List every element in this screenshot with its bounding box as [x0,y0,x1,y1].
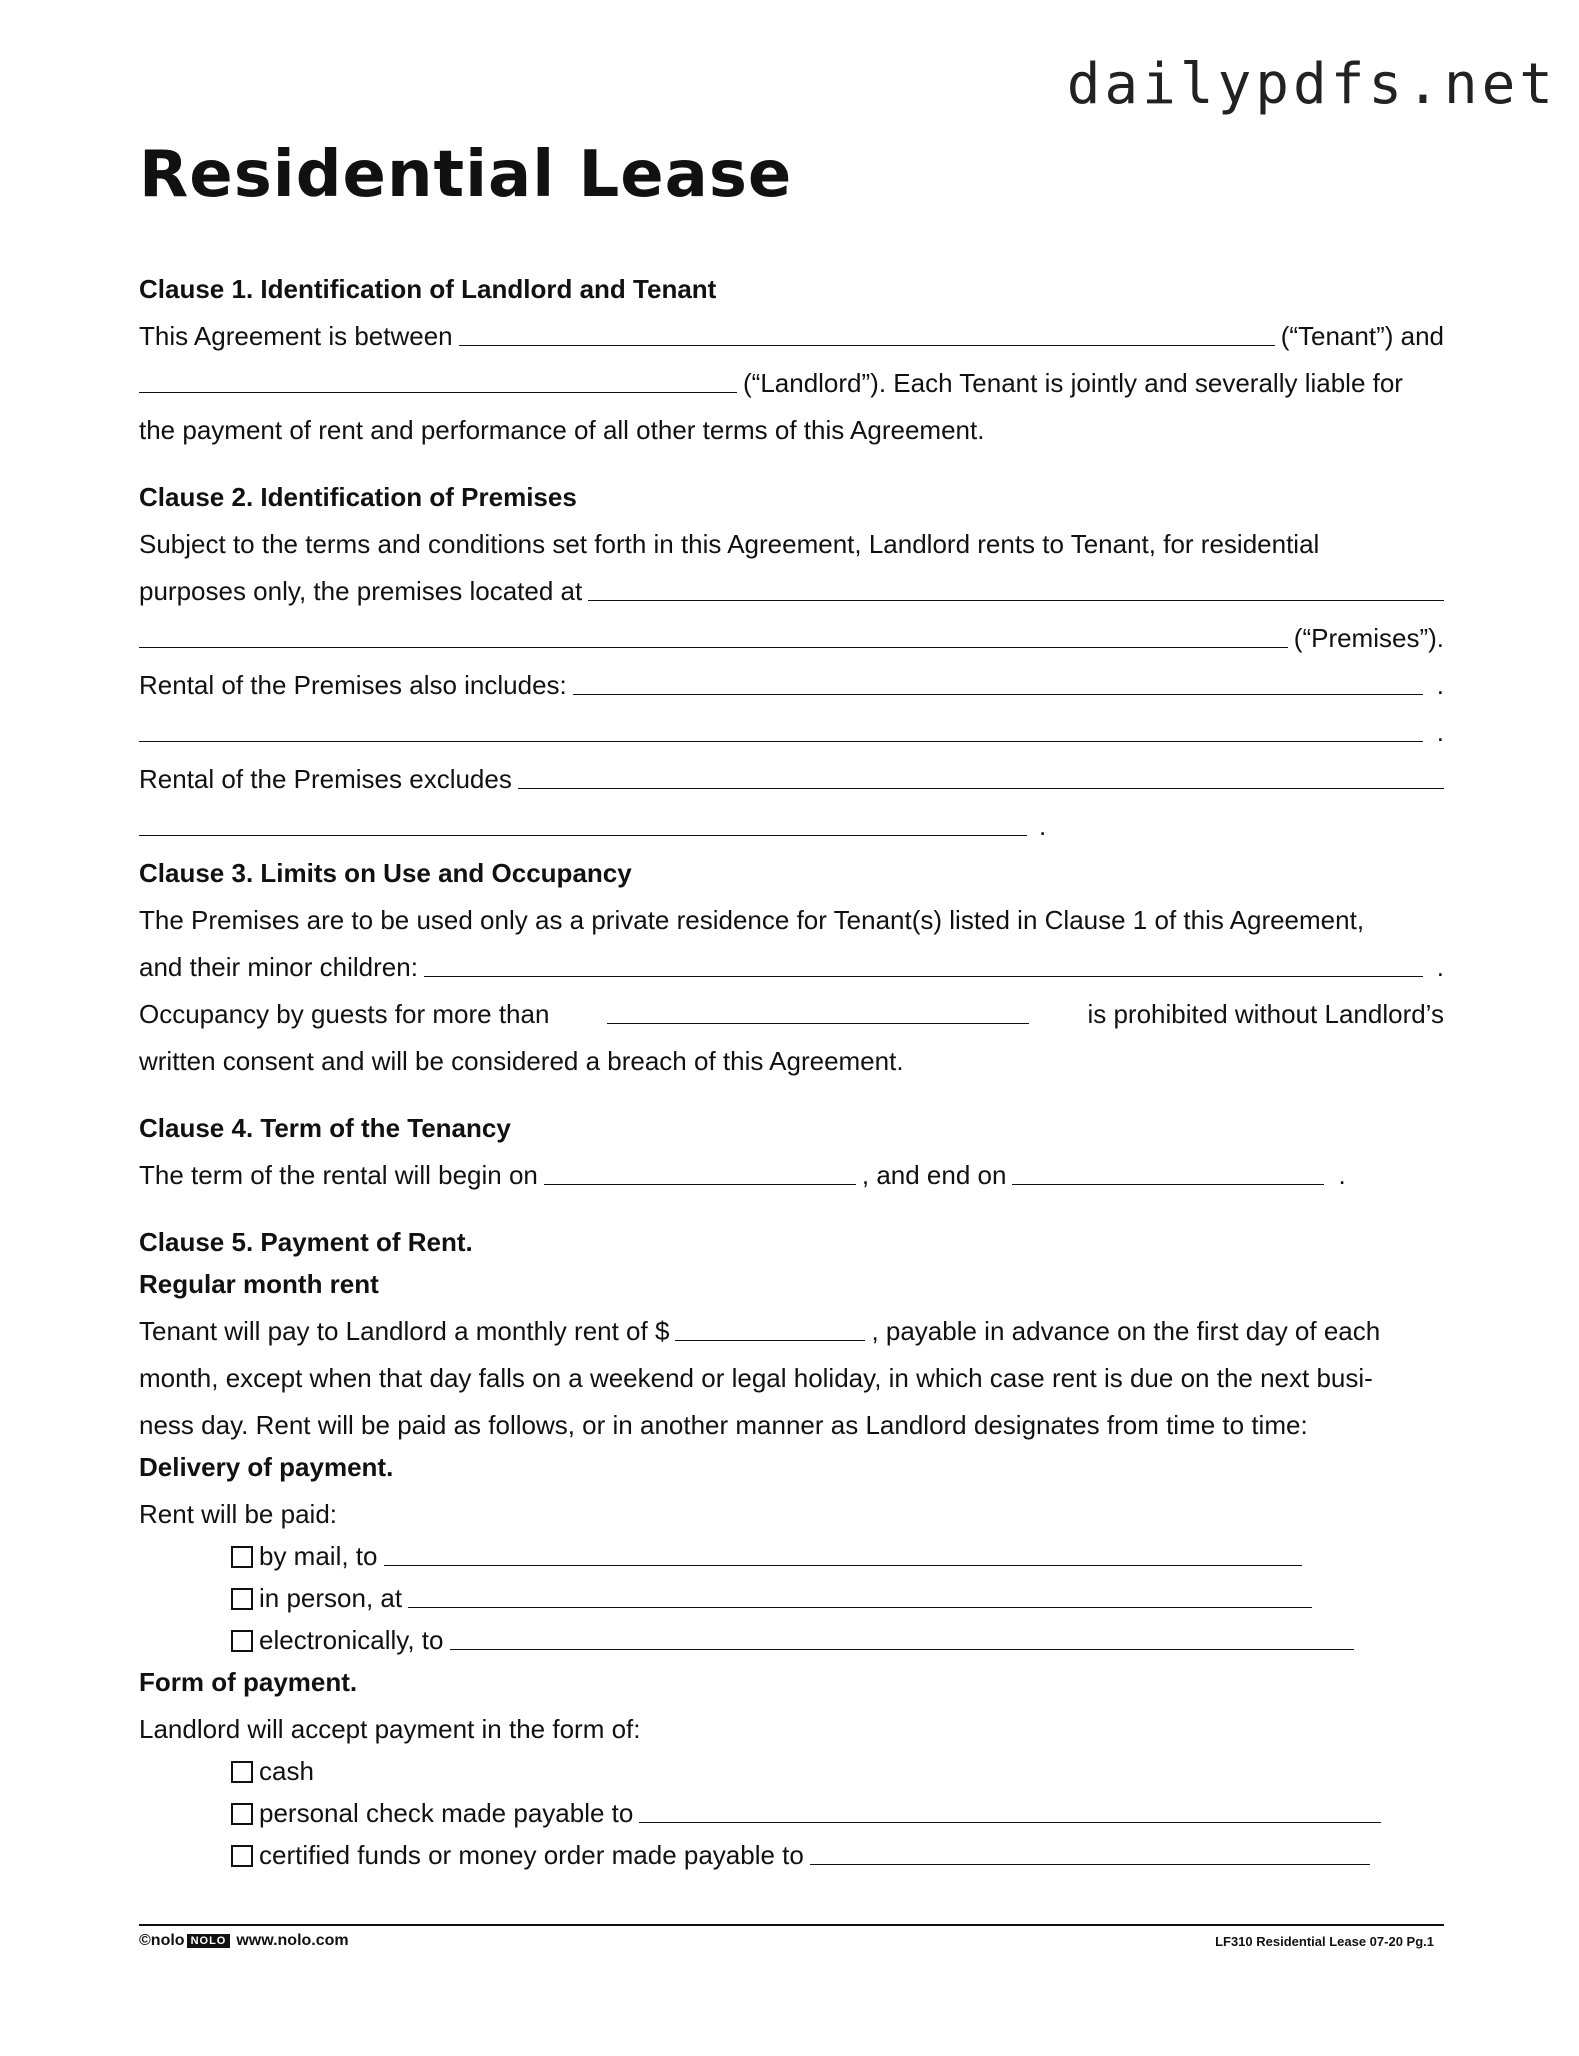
clause-3-line-3 [139,982,1444,1029]
term-begin-date-field[interactable] [544,1162,856,1185]
lease-form [139,262,1444,1870]
clause-1-agreement-between-label: This Agreement is between [139,321,453,351]
check-payee-field[interactable] [639,1800,1381,1823]
term-end-date-field[interactable] [1012,1162,1324,1185]
clause-1-line-3: the payment of rent and performance of all other terms of this Agreement. [139,415,985,445]
includes-label: Rental of the Premises also includes: [139,670,567,700]
payable-in-advance-label: , payable in advance on the first day of each [871,1316,1381,1346]
excludes-period: . [1039,811,1047,841]
includes-period-2: . [1436,717,1444,747]
form-intro: Landlord will accept payment in the form of: [139,1714,641,1744]
clause-4-heading: Clause 4. Term of the Tenancy [139,1113,511,1143]
electronic-destination-field[interactable] [450,1627,1354,1650]
includes-field[interactable] [573,672,1423,695]
clause-2-line-4 [139,653,1444,700]
minor-children-period: . [1436,952,1444,982]
page-title: Residential Lease [139,138,793,212]
premises-located-label: purposes only, the premises located at [139,576,583,606]
watermark: dailypdfs.net [1066,52,1557,117]
mail-checkbox[interactable] [231,1546,253,1568]
delivery-option-mail [139,1529,1444,1571]
clause-2-line-3 [139,606,1444,653]
excludes-field[interactable] [518,766,1444,789]
includes-period: . [1436,670,1444,700]
clause-3-line-4: written consent and will be considered a breach of this Agreement. [139,1046,904,1076]
term-period: . [1338,1160,1346,1190]
premises-address-field-2[interactable] [139,625,1288,648]
clause-2-heading: Clause 2. Identification of Premises [139,482,577,512]
form-option-certified [139,1828,1444,1870]
guests-label: Occupancy by guests for more than [139,999,550,1029]
money-order-payee-field[interactable] [810,1842,1370,1865]
minor-children-label: and their minor children: [139,952,418,982]
footer-site-link[interactable]: www.nolo.com [236,1932,349,1949]
clause-5-line-3: ness day. Rent will be paid as follows, or in another manner as Landlord designates from time to time: [139,1410,1308,1440]
delivery-heading: Delivery of payment. [139,1452,394,1482]
clause-3-line-1: The Premises are to be used only as a private residence for Tenant(s) listed in Clause 1 of this Agreement, [139,905,1365,935]
guest-duration-field[interactable] [607,1001,1029,1024]
copyright: ©nolo [139,1932,185,1949]
delivery-option-electronic [139,1613,1444,1655]
cash-checkbox[interactable] [231,1761,253,1783]
form-id: LF310 Residential Lease 07-20 Pg.1 [1215,1934,1434,1949]
clause-3-line-2 [139,935,1444,982]
term-end-label: , and end on [861,1160,1007,1190]
in-person-checkbox[interactable] [231,1588,253,1610]
clause-2-line-7 [139,794,1444,841]
footer-left [139,1932,349,1950]
minor-children-field[interactable] [424,954,1423,977]
regular-rent-heading: Regular month rent [139,1269,379,1299]
personal-check-checkbox[interactable] [231,1803,253,1825]
clause-2-line-5 [139,700,1444,747]
premises-label: (“Premises”). [1293,623,1444,653]
tenant-label: (“Tenant”) and [1280,321,1444,351]
landlord-name-field[interactable] [139,370,737,393]
term-begin-label: The term of the rental will begin on [139,1160,538,1190]
tenant-name-field[interactable] [459,323,1275,346]
excludes-field-2[interactable] [139,813,1027,836]
mail-address-field[interactable] [384,1543,1302,1566]
clause-1-heading: Clause 1. Identification of Landlord and Tenant [139,274,717,304]
clause-4-line-1 [139,1143,1444,1190]
in-person-label: in person, at [259,1583,403,1613]
clause-5-line-2: month, except when that day falls on a weekend or legal holiday, in which case rent is due on the next busi- [139,1363,1373,1393]
clause-2-line-6 [139,747,1444,794]
electronic-checkbox[interactable] [231,1630,253,1652]
clause-2-line-1: Subject to the terms and conditions set forth in this Agreement, Landlord rents to Tenant, for residential [139,529,1320,559]
delivery-option-person [139,1571,1444,1613]
monthly-rent-amount-field[interactable] [675,1318,865,1341]
cash-label: cash [259,1756,314,1786]
landlord-label: (“Landlord”). Each Tenant is jointly and severally liable for [743,368,1403,398]
personal-check-label: personal check made payable to [259,1798,634,1828]
in-person-location-field[interactable] [408,1585,1312,1608]
delivery-intro: Rent will be paid: [139,1499,337,1529]
clause-1-line-2 [139,351,1444,398]
clause-5-line-1 [139,1299,1444,1346]
clause-1-line-1 [139,304,1444,351]
form-option-cash [139,1744,1444,1786]
monthly-rent-label: Tenant will pay to Landlord a monthly rent of $ [139,1316,670,1346]
guests-prohibited-label: is prohibited without Landlord’s [1087,999,1444,1029]
clause-2-line-2 [139,559,1444,606]
certified-funds-checkbox[interactable] [231,1845,253,1867]
form-heading: Form of payment. [139,1667,358,1697]
premises-address-field[interactable] [588,578,1444,601]
includes-field-2[interactable] [139,719,1423,742]
form-option-check [139,1786,1444,1828]
certified-funds-label: certified funds or money order made payable to [259,1840,804,1870]
clause-5-heading: Clause 5. Payment of Rent. [139,1227,473,1257]
nolo-logo: NOLO [187,1934,231,1948]
mail-label: by mail, to [259,1541,378,1571]
excludes-label: Rental of the Premises excludes [139,764,512,794]
electronic-label: electronically, to [259,1625,444,1655]
clause-3-heading: Clause 3. Limits on Use and Occupancy [139,858,632,888]
footer-divider [139,1924,1444,1926]
